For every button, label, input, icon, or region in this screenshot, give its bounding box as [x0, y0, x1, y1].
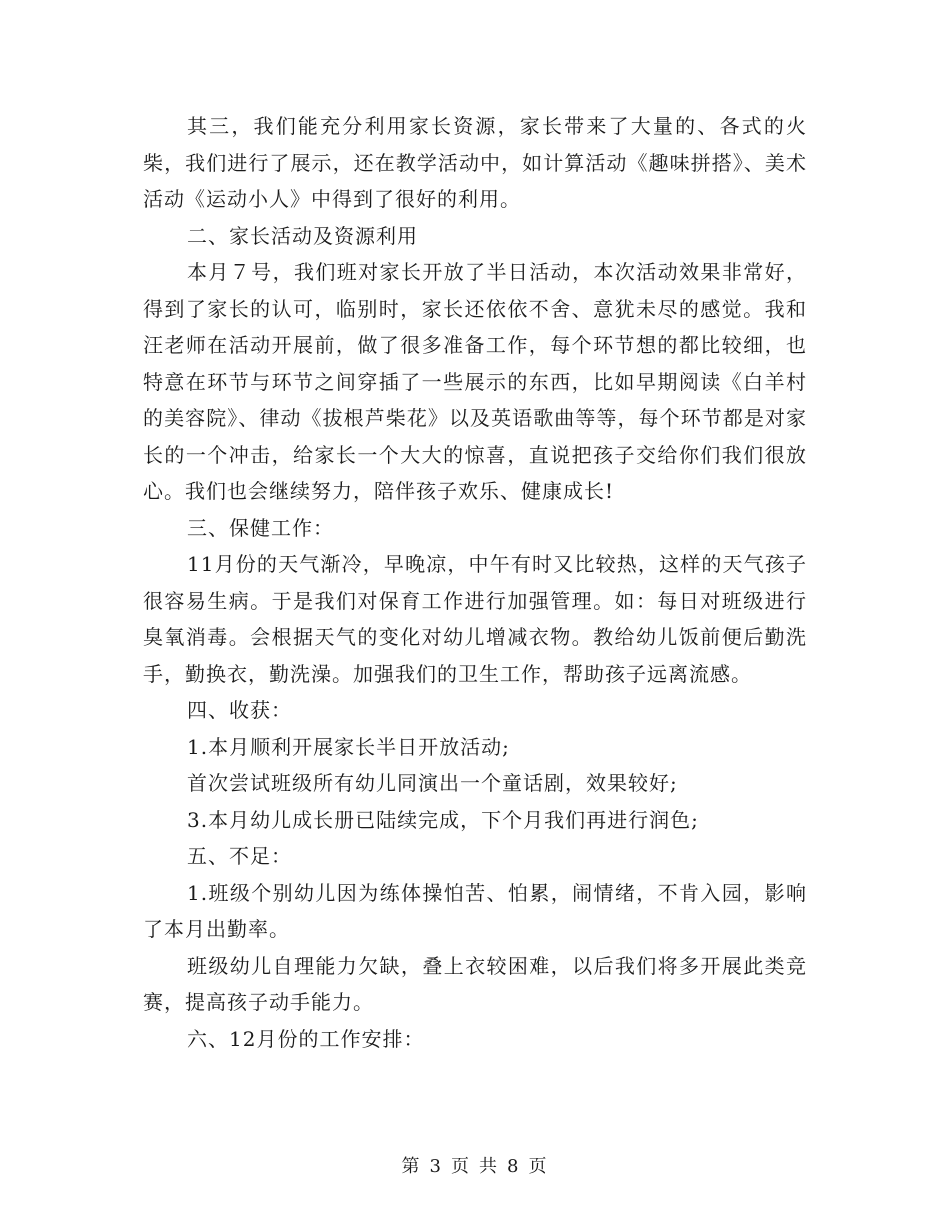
footer-total-pages: 8 [507, 1156, 521, 1177]
footer-prefix: 第 [401, 1156, 422, 1177]
shortcoming-item-2: 班级幼儿自理能力欠缺，叠上衣较困难，以后我们将多开展此类竞赛，提高孩子动手能力。 [143, 953, 807, 1014]
heading-shortcomings: 五、不足： [187, 844, 292, 868]
footer-total-prefix: 共 [479, 1156, 499, 1177]
heading-gains: 四、收获： [187, 698, 292, 722]
gain-item-2: 首次尝试班级所有幼儿同演出一个童话剧，效果较好; [187, 771, 678, 795]
footer-current-page: 3 [429, 1156, 443, 1177]
heading-december-plan: 六、12月份的工作安排： [187, 1026, 425, 1051]
paragraph-open-day: 本月７号，我们班对家长开放了半日活动，本次活动效果非常好，得到了家长的认可，临别时，家长还依依不舍、意犹未尽的感觉。我和汪老师在活动开展前，做了很多准备工作，每个环节想的都比较细，也特意在环节与环节之间穿插了一些展示的东西，比如早期阅读《白羊村的美容院》、律动《拔根芦柴花》以及英语歌曲等等，每个环节都是对家长的一个冲击，给家长一个大大的惊喜，直说把孩子交给你们我们很放心。我们也会继续努力，陪伴孩子欢乐、健康成长! [143, 260, 807, 503]
gain-item-3: 3.本月幼儿成长册已陆续完成，下个月我们再进行润色; [187, 807, 699, 832]
paragraph-resources: 其三，我们能充分利用家长资源，家长带来了大量的、各式的火柴，我们进行了展示，还在教学活动中，如计算活动《趣味拼搭》、美术活动《运动小人》中得到了很好的利用。 [143, 114, 807, 211]
shortcoming-item-1: 1.班级个别幼儿因为练体操怕苦、怕累，闹情绪，不肯入园，影响了本月出勤率。 [143, 880, 807, 941]
heading-health-work: 三、保健工作： [187, 515, 334, 540]
document-body [143, 108, 807, 1057]
page-number-footer [0, 1152, 950, 1178]
paragraph-health-work: 11月份的天气渐冷，早晚凉，中午有时又比较热，这样的天气孩子很容易生病。于是我们对保育工作进行加强管理。如：每日对班级进行臭氧消毒。会根据天气的变化对幼儿增减衣物。教给幼儿饭前便后勤洗手，勤换衣，勤洗澡。加强我们的卫生工作，帮助孩子远离流感。 [143, 552, 807, 686]
heading-parent-activities: 二、家长活动及资源利用 [187, 223, 418, 248]
footer-suffix: 页 [528, 1156, 549, 1177]
footer-page-word: 页 [451, 1156, 471, 1177]
gain-item-1: 1.本月顺利开展家长半日开放活动; [187, 734, 510, 759]
